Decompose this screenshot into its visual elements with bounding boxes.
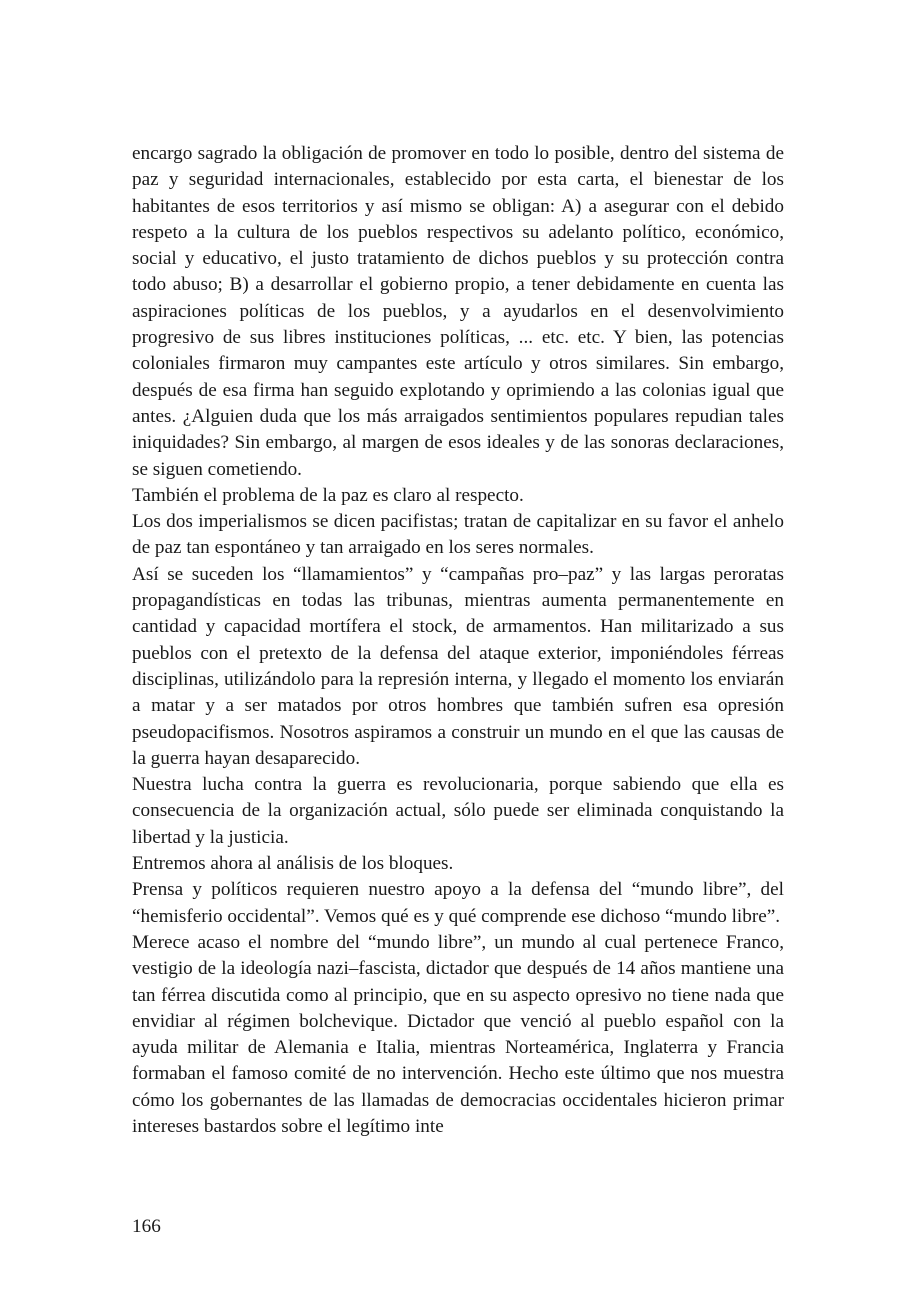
- body-text: [132, 141, 784, 1140]
- paragraph-6: Entremos ahora al análisis de los bloques.: [132, 853, 454, 875]
- paragraph-7: Prensa y políticos requieren nuestro apoyo a la defensa del “mundo libre”, del “hemisferio occidental”. Vemos qué es y qué comprende ese dichoso “mundo libre”.: [132, 879, 784, 927]
- paragraph-1: encargo sagrado la obligación de promover en todo lo posible, dentro del sistema de paz y seguridad internacionales, establecido por esta carta, el bienestar de los habitantes de esos territorios y así mismo se obligan: A) a asegurar con el debido respeto a la cultura de los pueblos respectivos su adelanto político, económico, social y educativo, el justo tratamiento de dichos pueblos y su protección contra todo abuso; B) a desarrollar el gobierno propio, a tener debidamente en cuenta las aspiraciones políticas de los pueblos, y a ayudarlos en el desenvolvimiento progresivo de sus libres instituciones políticas, ... etc. etc. Y bien, las potencias coloniales firmaron muy campantes este artículo y otros similares. Sin embargo, después de esa firma han seguido explotando y oprimiendo a las colonias igual que antes. ¿Alguien duda que los más arraigados sentimientos populares repudian tales iniquidades? Sin embargo, al margen de esos ideales y de las sonoras declaraciones, se siguen cometiendo.: [132, 143, 784, 480]
- paragraph-3: Los dos imperialismos se dicen pacifistas; tratan de capitalizar en su favor el anhelo de paz tan espontáneo y tan arraigado en los seres normales.: [132, 511, 784, 559]
- paragraph-5: Nuestra lucha contra la guerra es revolucionaria, porque sabiendo que ella es consecuencia de la organización actual, sólo puede ser eliminada conquistando la libertad y la justicia.: [132, 774, 784, 848]
- page-number: 166: [132, 1216, 161, 1237]
- paragraph-2: También el problema de la paz es claro al respecto.: [132, 484, 524, 506]
- paragraph-4: Así se suceden los “llamamientos” y “campañas pro–paz” y las largas peroratas propagandísticas en todas las tribunas, mientras aumenta permanentemente en cantidad y capacidad mortífera el stock, de armamentos. Han militarizado a sus pueblos con el pretexto de la defensa del ataque exterior, imponiéndoles férreas disciplinas, utilizándolo para la represión interna, y llegado el momento los enviarán a matar y a ser matados por otros hombres que también sufren esa opresión pseudopacifismos. Nosotros aspiramos a construir un mundo en el que las causas de la guerra hayan desaparecido.: [132, 563, 784, 769]
- paragraph-8: Merece acaso el nombre del “mundo libre”, un mundo al cual pertenece Franco, vestigio de la ideología nazi–fascista, dictador que después de 14 años mantiene una tan férrea discutida como al principio, que en su aspecto opresivo no tiene nada que envidiar al régimen bolchevique. Dictador que venció al pueblo español con la ayuda militar de Alemania e Italia, mientras Norteamérica, Inglaterra y Francia formaban el famoso comité de no intervención. Hecho este último que nos muestra cómo los gobernantes de las llamadas de democracias occidentales hicieron primar intereses bastardos sobre el legítimo inte: [132, 931, 784, 1137]
